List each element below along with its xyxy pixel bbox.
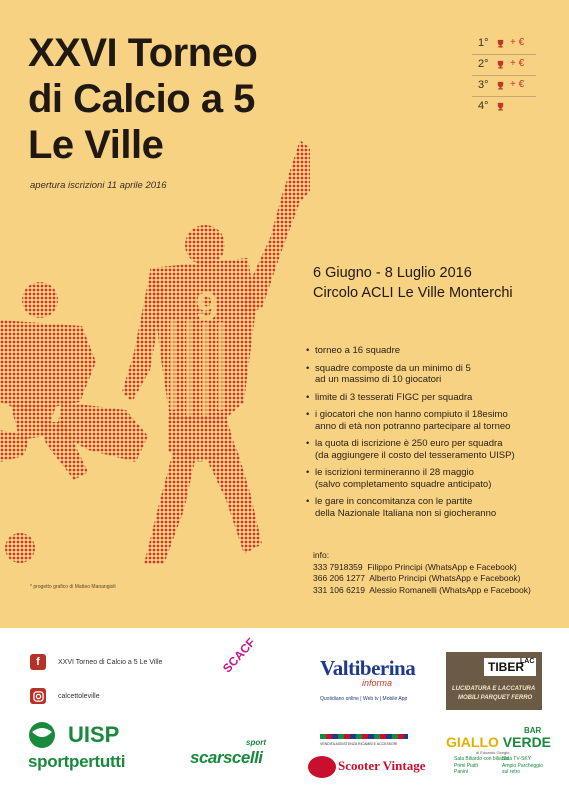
contact-info [313, 550, 531, 596]
facebook-label: XXVI Torneo di Calcio a 5 Le Ville [58, 658, 163, 666]
valtiberina-sub: informa [362, 678, 393, 688]
scacf-logo [216, 635, 260, 706]
scooter-fineprint: VENDITA ASSISTENZA RICAMBI E ACCESSORI [320, 742, 398, 746]
contact-name: Alessio Romanelli (WhatsApp e Facebook) [369, 584, 531, 595]
contact-name: Filippo Principi (WhatsApp e Facebook) [367, 561, 517, 572]
valtiberina-word: Valtiberina [320, 656, 416, 680]
giallo-owner: di Edoardo Giorgio [476, 750, 510, 755]
contact-phone: 333 7918359 [313, 561, 363, 572]
contact-phone: 331 106 6219 [313, 584, 365, 595]
giallo-verde-word [446, 734, 551, 750]
valtiberina-tagline: Quotidiano online | Web tv | Mobile App [320, 696, 408, 702]
title-line: Le Ville [28, 123, 164, 167]
prize-extra: + € [510, 79, 525, 90]
rule-item: • la quota di iscrizione è 250 euro per squadra (da aggiungere il costo del tesseramento UISP) [306, 438, 556, 461]
prize-position: 3° [478, 79, 489, 91]
prize-row [472, 97, 536, 117]
prize-extra: + € [510, 58, 525, 69]
uisp-name: UISP [68, 722, 120, 747]
social-links [30, 652, 162, 720]
contact-row [313, 585, 531, 597]
rule-item: • squadre composte da un minimo di 5 ad un massimo di 10 giocatori [306, 363, 556, 386]
rule-item: • le gare in concomitanza con le partite della Nazionale Italiana non si giocheranno [306, 496, 556, 519]
prize-list [472, 34, 536, 117]
jersey-number: 9 [196, 285, 219, 329]
trophy-icon [496, 60, 505, 69]
rule-item: • i giocatori che non hanno compiuto il 18esimo anno di età non potranno partecipare al torneo [306, 409, 556, 432]
giallo-services-left: Sala Biliardo con biliardo Primi Piatti Panini [454, 756, 510, 775]
prize-row [472, 55, 536, 76]
prize-extra: + € [510, 37, 525, 48]
valtiberina-logo [318, 656, 418, 706]
uisp-tagline: sportpertutti [28, 752, 126, 771]
giallo-bar: BAR [524, 726, 542, 735]
trophy-icon [496, 81, 505, 90]
rule-item: • limite di 3 tesserati FIGC per squadra [306, 392, 556, 404]
prize-position: 4° [478, 100, 489, 112]
rule-item: • le iscrizioni termineranno il 28 maggio (salvo completamento squadre anticipato) [306, 467, 556, 490]
tiberlac-logo [446, 652, 542, 710]
sponsor-footer [0, 628, 569, 800]
contact-phone: 366 206 1277 [313, 573, 365, 583]
scooter-vintage-logo [306, 734, 426, 790]
brand-strip [320, 734, 408, 739]
event-venue: Circolo ACLI Le Ville Monterchi [313, 285, 513, 301]
prize-row [472, 34, 536, 55]
prize-position: 1° [478, 37, 489, 49]
facebook-icon: f [30, 654, 46, 670]
ball [5, 533, 35, 563]
scarscelli-sport: sport [246, 738, 266, 747]
title-line: XXVI Torneo [28, 31, 258, 75]
tiber-line: MOBILI PARQUET FERRO [458, 695, 533, 701]
scarscelli-word: scarscelli [190, 748, 263, 767]
rule-item: • torneo a 16 squadre [306, 345, 556, 357]
trophy-icon [496, 102, 505, 111]
event-details [313, 263, 513, 303]
scooter-word: Scooter Vintage [338, 758, 426, 773]
instagram-icon [30, 688, 46, 704]
prize-position: 2° [478, 58, 489, 70]
scooter-icon [308, 756, 336, 778]
uisp-logo [26, 720, 156, 780]
giallo-verde-logo [446, 726, 556, 790]
scacf-word: SCACF [220, 635, 259, 676]
instagram-link[interactable] [30, 686, 162, 706]
facebook-link[interactable] [30, 652, 162, 672]
tournament-title [28, 30, 257, 168]
registration-opening: apertura iscrizioni 11 aprile 2016 [30, 180, 167, 191]
tiber-line: LUCIDATURA E LACCATURA [452, 686, 536, 692]
contact-row [313, 573, 531, 585]
event-dates: 6 Giugno - 8 Luglio 2016 [313, 265, 472, 281]
trophy-icon [496, 39, 505, 48]
giallo-word: GIALLO [446, 734, 499, 750]
tiber-word: TIBER [488, 660, 524, 674]
info-label: info: [313, 550, 330, 560]
player-number-nine [122, 140, 310, 564]
prize-row [472, 76, 536, 97]
instagram-label: calcettoleville [58, 692, 100, 700]
giallo-services-right: Sala TV-SKY Ampio Parcheggio sul retro [502, 756, 543, 775]
contact-name: Alberto Principi (WhatsApp e Facebook) [369, 573, 521, 583]
players-halftone-illustration [0, 140, 310, 570]
tiber-lac: LAC [520, 658, 535, 665]
rules-list [306, 345, 556, 525]
verde-word: VERDE [502, 734, 552, 750]
title-line: di Calcio a 5 [28, 77, 255, 121]
uisp-globe-icon [26, 720, 62, 750]
contact-row [313, 562, 531, 574]
scarscelli-logo [190, 738, 280, 778]
design-credit: * progetto grafico di Matteo Manangioli [30, 584, 116, 590]
